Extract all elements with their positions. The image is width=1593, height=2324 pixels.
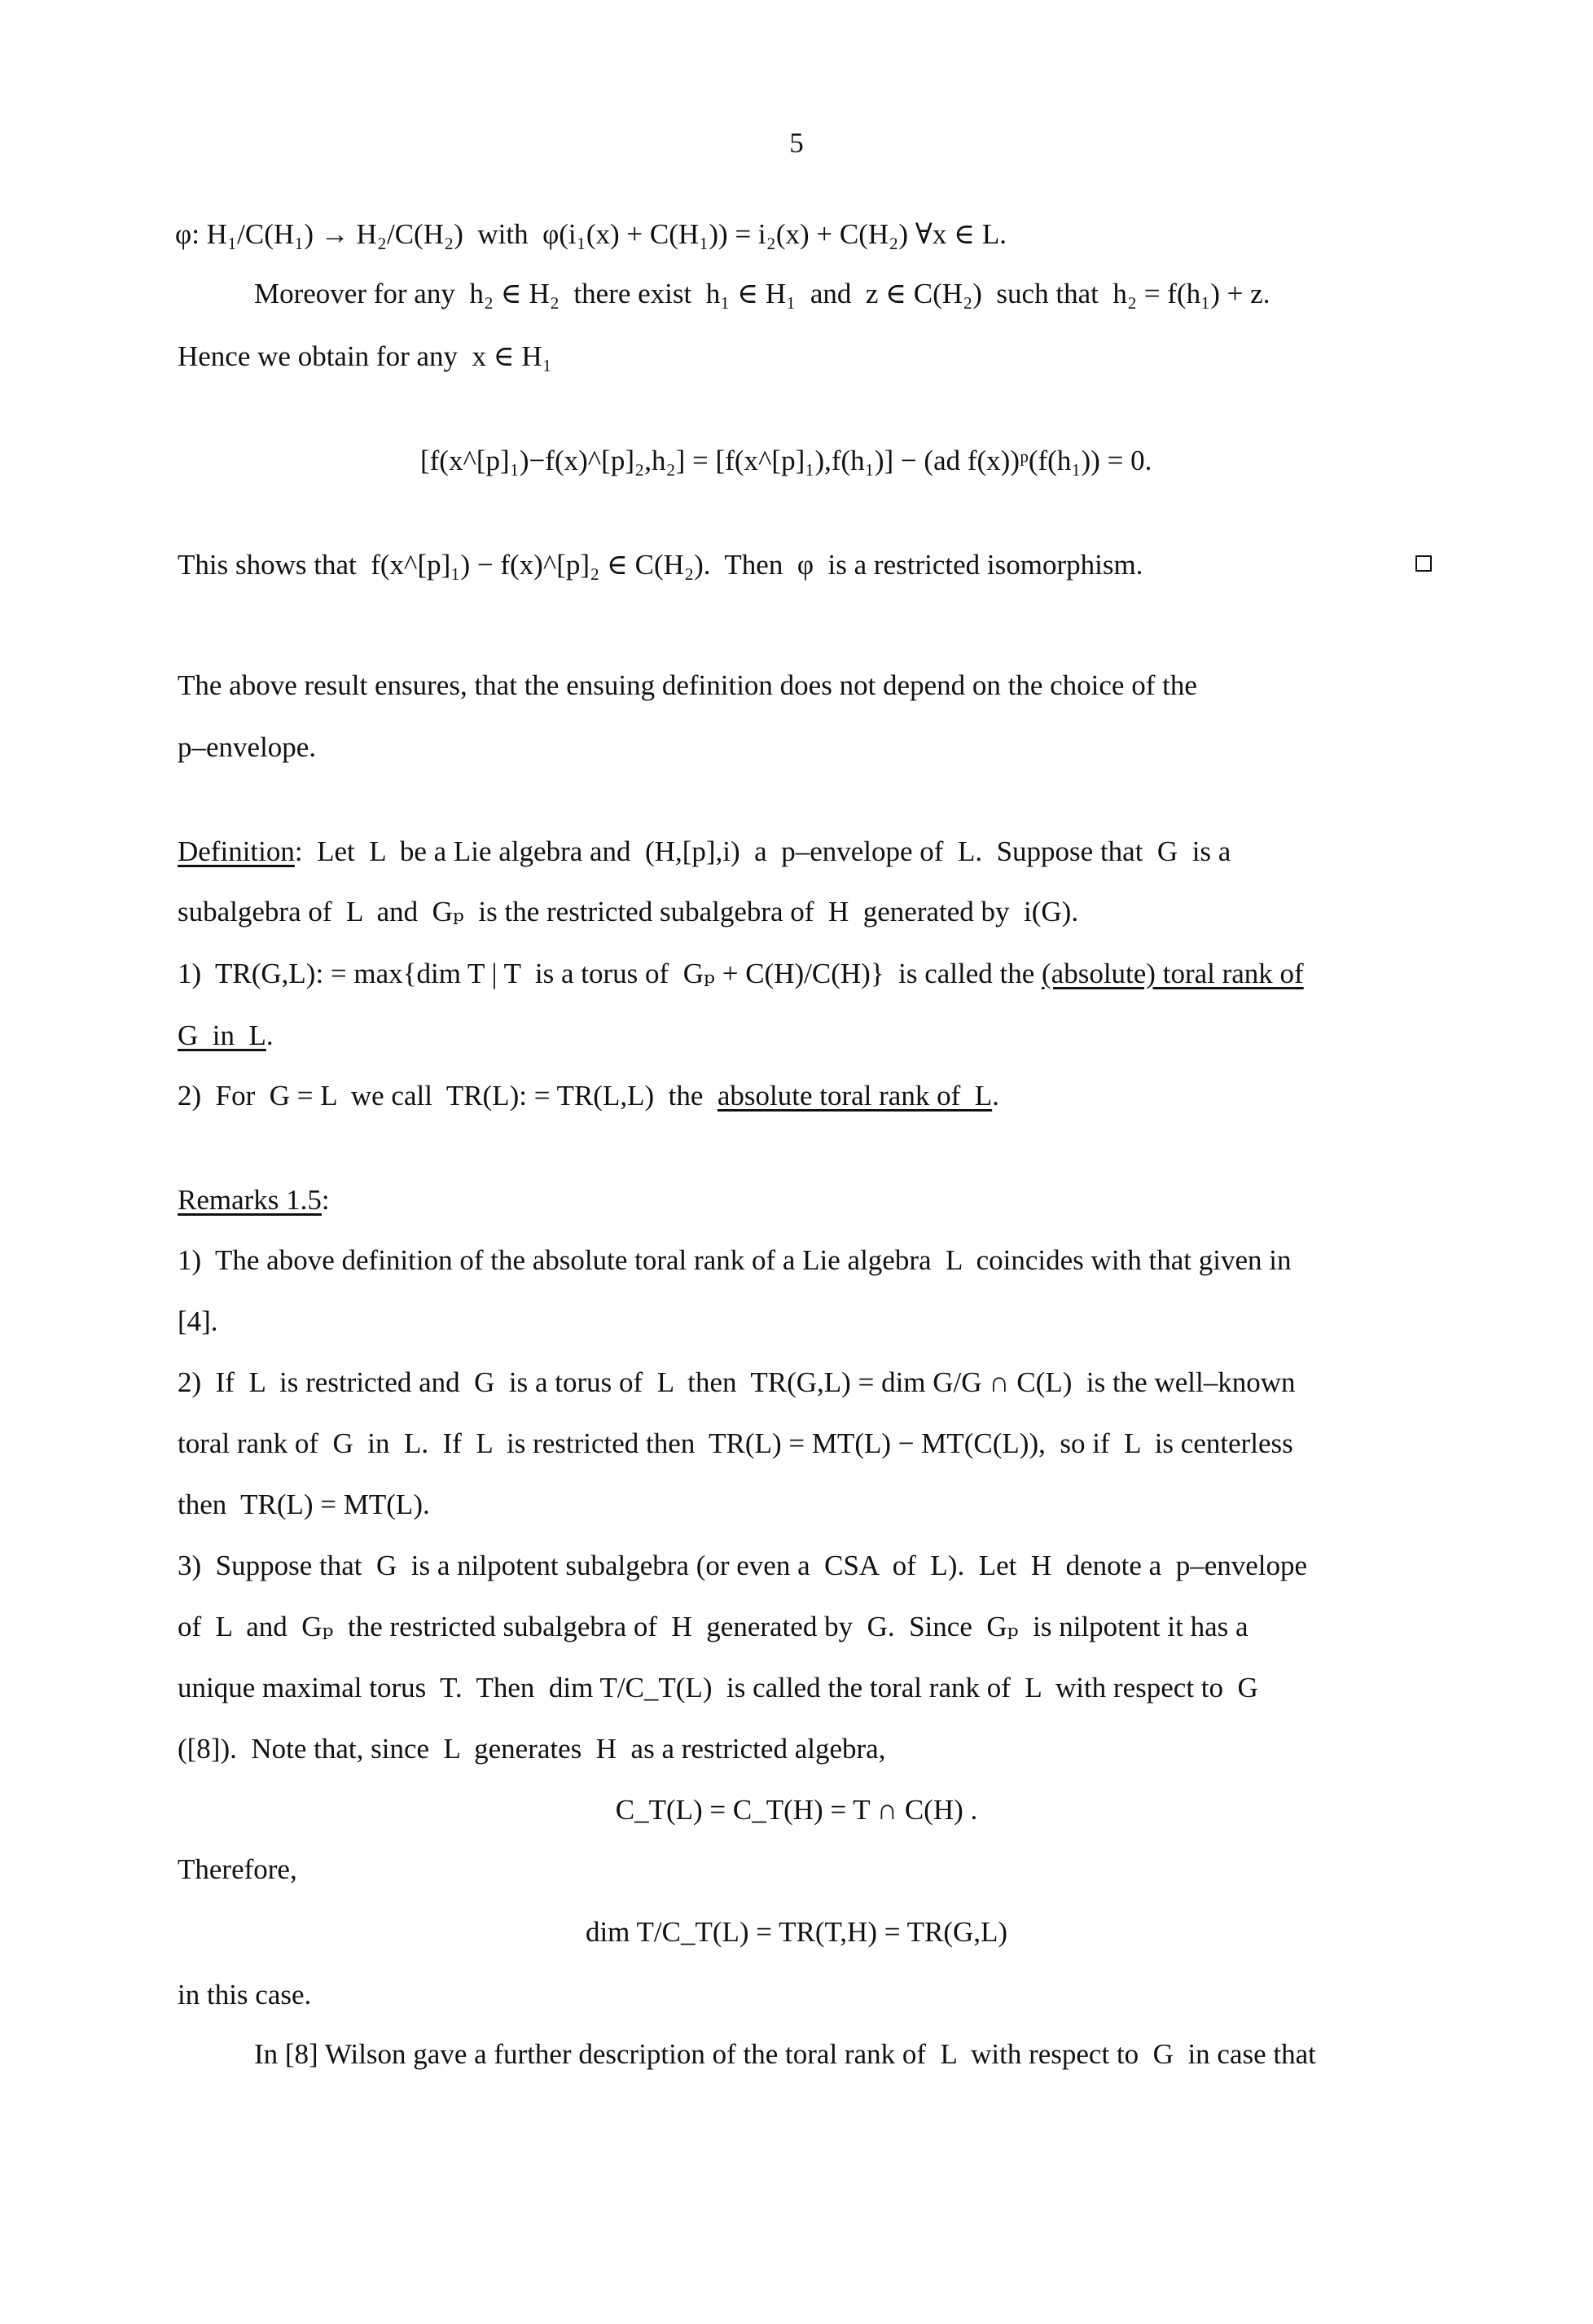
above-result-line-2: p–envelope. bbox=[178, 731, 317, 763]
this-shows-line: This shows that f(x^[p]₁) − f(x)^[p]₂ ∈ C(H₂). Then φ is a restricted isomorphism. bbox=[178, 549, 1143, 581]
remark-3-line-3: unique maximal torus T. Then dim T/C_T(L) is called the toral rank of L with respect to G bbox=[178, 1672, 1258, 1704]
definition-item-1-cont: G in L. bbox=[178, 1019, 274, 1051]
remark-2-line-3: then TR(L) = MT(L). bbox=[178, 1489, 430, 1520]
remark-3-line-2: of L and Gₚ the restricted subalgebra of H generated by G. Since Gₚ is nilpotent it has a bbox=[178, 1611, 1249, 1642]
bracket-equation: [f(x^[p]₁)−f(x)^[p]₂,h₂] = [f(x^[p]₁),f(h₁)] − (ad f(x))ᵖ(f(h₁)) = 0. bbox=[420, 445, 1152, 476]
remark-1-line-1: 1) The above definition of the absolute toral rank of a Lie algebra L coincides with that given in bbox=[178, 1244, 1292, 1276]
in-this-case-line: in this case. bbox=[178, 1979, 312, 2010]
qed-box-icon bbox=[1415, 555, 1432, 572]
remark-3-line-4: ([8]). Note that, since L generates H as a restricted algebra, bbox=[178, 1733, 886, 1765]
definition-heading: Definition bbox=[178, 835, 295, 867]
page-number: 5 bbox=[789, 127, 804, 159]
definition-item-2: 2) For G = L we call TR(L): = TR(L,L) the absolute toral rank of L. bbox=[178, 1080, 999, 1112]
moreover-line: Moreover for any h₂ ∈ H₂ there exist h₁ ∈ H₁ and z ∈ C(H₂) such that h₂ = f(h₁) + z. bbox=[254, 278, 1270, 309]
definition-intro: Definition: Let L be a Lie algebra and (H,[p],i) a p–envelope of L. Suppose that G is a bbox=[178, 835, 1231, 867]
above-result-line-1: The above result ensures, that the ensuing definition does not depend on the choice of the bbox=[178, 669, 1197, 701]
therefore-line: Therefore, bbox=[178, 1853, 297, 1885]
remark-3-line-1: 3) Suppose that G is a nilpotent subalgebra (or even a CSA of L). Let H denote a p–envelope bbox=[178, 1550, 1308, 1581]
centralizer-equation: C_T(L) = C_T(H) = T ∩ C(H) . bbox=[615, 1794, 978, 1826]
phi-map-line: φ: H₁/C(H₁) → H₂/C(H₂) with φ(i₁(x) + C(H₁)) = i₂(x) + C(H₂) ∀x ∈ L. bbox=[175, 218, 1007, 250]
remark-2-line-2: toral rank of G in L. If L is restricted then TR(L) = MT(L) − MT(C(L)), so if L is centerless bbox=[178, 1427, 1293, 1459]
dim-equation: dim T/C_T(L) = TR(T,H) = TR(G,L) bbox=[585, 1916, 1008, 1948]
remark-1-line-2: [4]. bbox=[178, 1305, 218, 1337]
definition-item-1: 1) TR(G,L): = max{dim T | T is a torus of Gₚ + C(H)/C(H)} is called the (absolute) toral rank of bbox=[178, 958, 1304, 989]
remark-2-line-1: 2) If L is restricted and G is a torus of L then TR(G,L) = dim G/G ∩ C(L) is the well–known bbox=[178, 1366, 1296, 1398]
wilson-line: In [8] Wilson gave a further description of the toral rank of L with respect to G in case that bbox=[254, 2038, 1316, 2070]
hence-line: Hence we obtain for any x ∈ H₁ bbox=[178, 340, 552, 372]
remarks-heading: Remarks 1.5: bbox=[178, 1184, 330, 1216]
definition-intro-2: subalgebra of L and Gₚ is the restricted subalgebra of H generated by i(G). bbox=[178, 896, 1079, 927]
